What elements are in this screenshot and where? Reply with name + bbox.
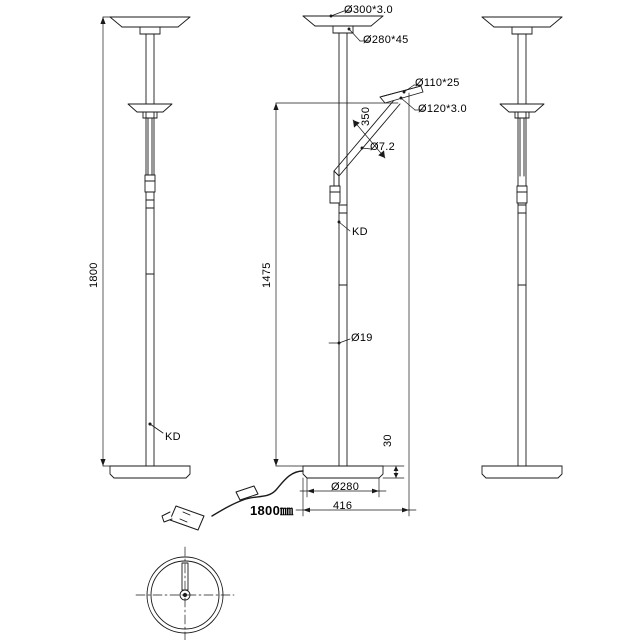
dimension-arm-length: 350 <box>360 106 372 126</box>
callout-reading-head-plate: Ø120*3.0 <box>418 103 467 115</box>
callout-shade-lower-diameter: Ø280*45 <box>363 34 409 46</box>
callout-pole-diameter: Ø19 <box>351 332 373 344</box>
callout-kd-front: KD <box>352 226 368 238</box>
view-base-plan <box>136 547 234 640</box>
callout-arm-tube-diameter: Ø7.2 <box>370 141 396 153</box>
dimension-base-diameter: Ø280 <box>331 481 360 493</box>
callout-reading-head-diameter: Ø110*25 <box>415 77 460 89</box>
view-left-elevation <box>110 17 190 478</box>
dimension-base-width: 416 <box>333 500 353 512</box>
view-right-elevation <box>482 17 562 478</box>
dimension-cord-length: 1800㎜ <box>250 503 294 518</box>
dimension-overall-height: 1800 <box>88 262 100 288</box>
dimension-reading-light-height: 1475 <box>261 262 273 288</box>
callout-shade-top-diameter: Ø300*3.0 <box>344 4 393 16</box>
callout-kd-left: KD <box>165 431 181 443</box>
dimension-base-height: 30 <box>382 434 394 447</box>
view-front-elevation <box>162 16 423 530</box>
